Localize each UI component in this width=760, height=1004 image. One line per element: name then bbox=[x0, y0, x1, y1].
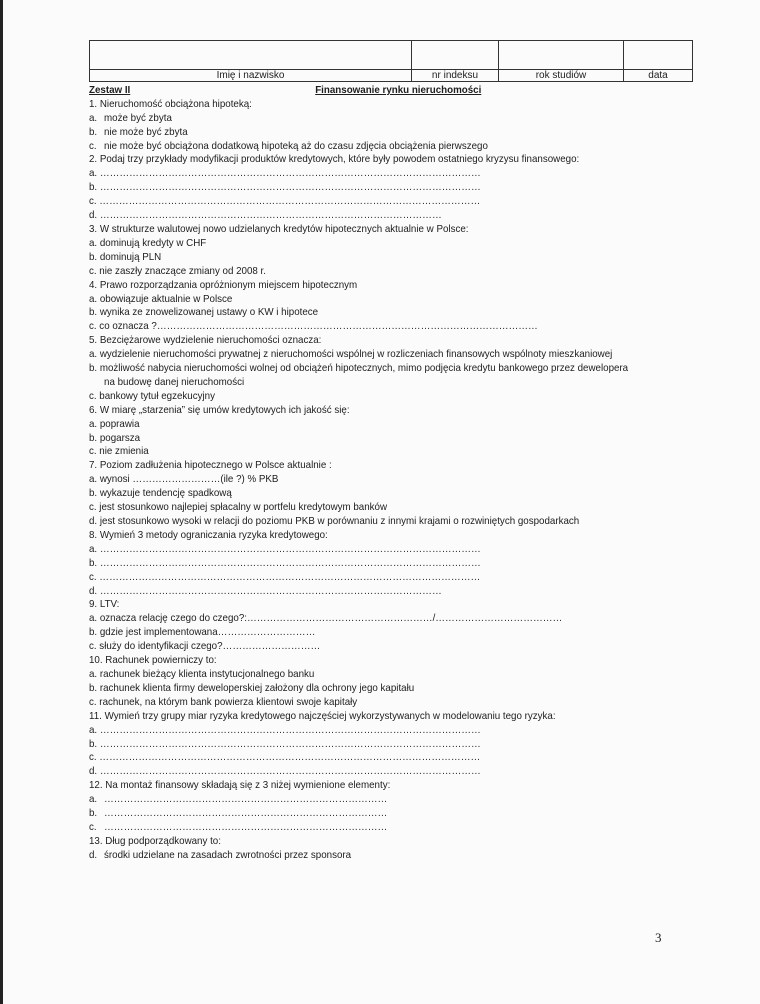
option-letter: d. bbox=[89, 849, 98, 861]
option-letter: a. bbox=[89, 794, 98, 806]
option-letter: a. bbox=[89, 112, 98, 124]
answer-blank[interactable]: c. co oznacza ?……………………………………………………………………………………………………… bbox=[89, 321, 538, 333]
option-text: nie może być obciążona dodatkową hipoteką aż do czasu zdjęcia obciążenia pierwszego bbox=[104, 140, 488, 152]
answer-blank[interactable]: a. ……………………………………………………………………………………………………… bbox=[89, 543, 481, 555]
question-2 bbox=[89, 153, 691, 223]
question-6 bbox=[89, 404, 691, 460]
answer-option[interactable]: b. możliwość nabycia nieruchomości wolnej od obciążeń hipotecznych, mimo podjęcia kredytu bankowego przez dewelopera bbox=[89, 363, 629, 375]
blank-line: …………………………………………………………………………… bbox=[104, 808, 388, 820]
question-text: 3. W strukturze walutowej nowo udzielanych kredytów hipotecznych aktualnie w Polsce: bbox=[89, 223, 469, 235]
answer-option[interactable]: c. bankowy tytuł egzekucyjny bbox=[89, 390, 215, 402]
answer-option[interactable]: a. rachunek bieżący klienta instytucjonalnego banku bbox=[89, 668, 315, 680]
answer-blank[interactable]: a. ……………………………………………………………………………………………………… bbox=[89, 168, 481, 180]
question-11 bbox=[89, 710, 691, 780]
answer-option[interactable]: a. wynosi ………………………(ile ?) % PKB bbox=[89, 474, 279, 486]
answer-blank[interactable]: b. ……………………………………………………………………………………………………… bbox=[89, 182, 481, 194]
answer-option[interactable]: a. dominują kredyty w CHF bbox=[89, 237, 207, 249]
blank-line: …………………………………………………………………………… bbox=[104, 794, 388, 806]
question-4 bbox=[89, 279, 691, 335]
answer-option[interactable] bbox=[89, 112, 691, 126]
answer-blank[interactable] bbox=[89, 821, 691, 835]
answer-option[interactable]: c. nie zmienia bbox=[89, 446, 149, 458]
date-label: data bbox=[624, 70, 693, 82]
question-12 bbox=[89, 779, 691, 835]
question-text: 12. Na montaż finansowy składają się z 3 niżej wymienione elementy: bbox=[89, 780, 391, 792]
question-9 bbox=[89, 598, 691, 654]
question-text: 8. Wymień 3 metody ograniczania ryzyka kredytowego: bbox=[89, 529, 328, 541]
blank-line: …………………………………………………………………………… bbox=[104, 821, 388, 833]
question-text: 6. W miarę „starzenia” się umów kredytowych ich jakość się: bbox=[89, 404, 350, 416]
answer-option[interactable] bbox=[89, 849, 691, 863]
option-letter: b. bbox=[89, 808, 98, 820]
answer-option[interactable]: d. jest stosunkowo wysoki w relacji do poziomu PKB w porównaniu z innymi krajami o rozwiniętych gospodarkach bbox=[89, 516, 580, 527]
answer-option[interactable]: b. pogarsza bbox=[89, 432, 141, 444]
question-10 bbox=[89, 654, 691, 710]
option-text: środki udzielane na zasadach zwrotności przez sponsora bbox=[104, 849, 352, 861]
answer-blank[interactable] bbox=[89, 793, 691, 807]
question-text: 1. Nieruchomość obciążona hipoteką: bbox=[89, 98, 252, 110]
answer-option-continued: na budowę danej nieruchomości bbox=[104, 376, 245, 388]
set-label: Zestaw II bbox=[89, 84, 131, 96]
option-letter: c. bbox=[89, 140, 97, 152]
question-1 bbox=[89, 98, 691, 154]
answer-blank[interactable]: c. ……………………………………………………………………………………………………… bbox=[89, 571, 481, 583]
answer-blank[interactable]: d. …………………………………………………………………………………………… bbox=[89, 585, 442, 597]
answer-blank[interactable]: c. ……………………………………………………………………………………………………… bbox=[89, 196, 481, 208]
question-13 bbox=[89, 835, 691, 863]
answer-option[interactable]: c. nie zaszły znaczące zmiany od 2008 r. bbox=[89, 265, 266, 277]
option-text: nie może być zbyta bbox=[104, 126, 188, 138]
date-field[interactable] bbox=[624, 41, 693, 70]
question-3 bbox=[89, 223, 691, 279]
question-text: 10. Rachunek powierniczy to: bbox=[89, 655, 217, 667]
index-label: nr indeksu bbox=[412, 70, 499, 82]
question-text: 2. Podaj trzy przykłady modyfikacji produktów kredytowych, które były powodem ostatniego kryzysu finansowego: bbox=[89, 154, 580, 166]
answer-blank[interactable]: b. ……………………………………………………………………………………………………… bbox=[89, 738, 481, 750]
questions bbox=[89, 84, 691, 863]
answer-blank[interactable]: b. gdzie jest implementowana………………………… bbox=[89, 627, 316, 639]
answer-option[interactable]: b. wykazuje tendencję spadkową bbox=[89, 488, 232, 500]
answer-option[interactable]: c. rachunek, na którym bank powierza klientowi swoje kapitały bbox=[89, 696, 358, 708]
answer-option[interactable]: b. wynika ze znowelizowanej ustawy o KW i hipotece bbox=[89, 307, 319, 319]
exam-page bbox=[89, 40, 674, 863]
answer-option[interactable]: b. rachunek klienta firmy deweloperskiej założony dla ochrony jego kapitału bbox=[89, 682, 415, 694]
question-text: 7. Poziom zadłużenia hipotecznego w Polsce aktualnie : bbox=[89, 460, 332, 472]
question-text: 9. LTV: bbox=[89, 599, 120, 611]
answer-option[interactable] bbox=[89, 126, 691, 140]
question-7 bbox=[89, 459, 691, 529]
question-8 bbox=[89, 529, 691, 599]
index-field[interactable] bbox=[412, 41, 499, 70]
answer-option[interactable]: a. obowiązuje aktualnie w Polsce bbox=[89, 293, 233, 305]
answer-blank[interactable]: a. oznacza relację czego do czego?:…………………………………………………/………………………………… bbox=[89, 613, 563, 625]
option-letter: b. bbox=[89, 126, 98, 138]
question-text: 4. Prawo rozporządzania opróżnionym miejscem hipotecznym bbox=[89, 279, 358, 291]
answer-option[interactable]: b. dominują PLN bbox=[89, 251, 162, 263]
question-text: 13. Dług podporządkowany to: bbox=[89, 835, 221, 847]
answer-blank[interactable] bbox=[89, 807, 691, 821]
option-letter: c. bbox=[89, 821, 97, 833]
year-label: rok studiów bbox=[499, 70, 624, 82]
page-number: 3 bbox=[655, 930, 662, 945]
answer-blank[interactable]: d. …………………………………………………………………………………………… bbox=[89, 210, 442, 222]
answer-option[interactable] bbox=[89, 140, 691, 154]
student-info-table bbox=[89, 40, 693, 82]
answer-option[interactable]: a. wydzielenie nieruchomości prywatnej z nieruchomości wspólnej w rozliczeniach finansowych wspólnoty mieszkaniowej bbox=[89, 349, 613, 361]
answer-blank[interactable]: a. ……………………………………………………………………………………………………… bbox=[89, 724, 481, 736]
year-field[interactable] bbox=[499, 41, 624, 70]
answer-blank[interactable]: c. ……………………………………………………………………………………………………… bbox=[89, 752, 481, 764]
answer-blank[interactable]: b. ……………………………………………………………………………………………………… bbox=[89, 557, 481, 569]
answer-option[interactable]: c. jest stosunkowo najlepiej spłacalny w portfelu kredytowym banków bbox=[89, 502, 388, 514]
question-text: 11. Wymień trzy grupy miar ryzyka kredytowego najczęściej wykorzystywanych w modelowaniu tego ryzyka: bbox=[89, 710, 556, 722]
option-text: może być zbyta bbox=[104, 112, 172, 124]
answer-option[interactable]: a. poprawia bbox=[89, 418, 140, 430]
page-title: Finansowanie rynku nieruchomości bbox=[315, 85, 482, 96]
name-label: Imię i nazwisko bbox=[90, 70, 412, 82]
scan-edge bbox=[0, 0, 3, 1004]
answer-blank[interactable]: d. ……………………………………………………………………………………………………… bbox=[89, 766, 481, 778]
answer-blank[interactable]: c. służy do identyfikacji czego?………………………… bbox=[89, 641, 321, 653]
question-text: 5. Bezciężarowe wydzielenie nieruchomości oznacza: bbox=[89, 335, 322, 347]
name-field[interactable] bbox=[90, 41, 412, 70]
question-5 bbox=[89, 334, 691, 404]
